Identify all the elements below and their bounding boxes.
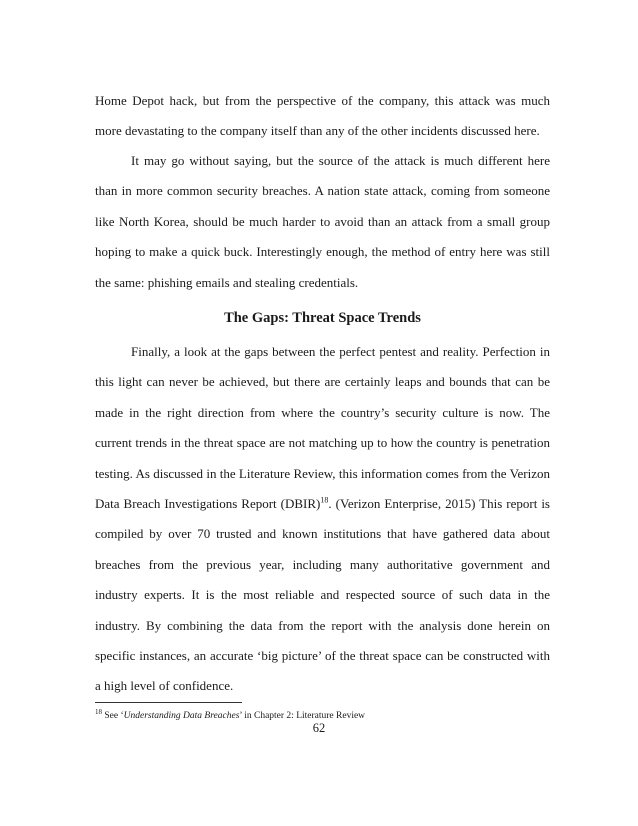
footnote-reference: 18 xyxy=(320,495,329,505)
section-heading: The Gaps: Threat Space Trends xyxy=(224,310,421,326)
footnote-separator xyxy=(95,702,242,703)
footnote-number: 18 xyxy=(95,707,102,716)
paragraph-text-after-note: . (Verizon Enterprise, 2015) This report is compiled by over 70 trusted and known institutions that have gathered data about breaches from the previous year, including many authoritative government and industry experts. It is the most reliable and respected source of such data in the industry. By combining the data from the report with the analysis done herein on specific instances, an accurate ‘big picture’ of the threat space can be constructed with a high level of confidence. xyxy=(95,496,550,694)
footnote-prefix: See ‘ xyxy=(102,711,124,721)
paragraph-threat-space xyxy=(95,337,550,702)
footnote-suffix: ’ in Chapter 2: Literature Review xyxy=(239,711,366,721)
paragraph-continued xyxy=(95,86,550,147)
page-number: 62 xyxy=(312,721,326,735)
paragraph-text: Home Depot hack, but from the perspective of the company, this attack was much more devastating to the company itself than any of the other incidents discussed here. xyxy=(95,93,550,139)
paragraph-text: It may go without saying, but the source of the attack is much different here than in more common security breaches. A nation state attack, coming from someone like North Korea, should be much harder to avoid than an attack from a small group hoping to make a quick buck. Interestingly enough, the method of entry here was still the same: phishing emails and stealing credentials. xyxy=(95,153,550,290)
paragraph-text xyxy=(95,337,550,702)
footnote-cited-title: Understanding Data Breaches xyxy=(123,711,240,721)
paragraph-source-of-attack xyxy=(95,146,550,298)
paragraph-text-before-note: Finally, a look at the gaps between the perfect pentest and reality. Perfection in this light can never be achieved, but there are certainly leaps and bounds that can be made in the right direction from where the country’s security culture is now. The current trends in the threat space are not matching up to how the country is penetration testing. As discussed in the Literature Review, this information comes from the Verizon Data Breach Investigations Report (DBIR) xyxy=(95,344,550,512)
